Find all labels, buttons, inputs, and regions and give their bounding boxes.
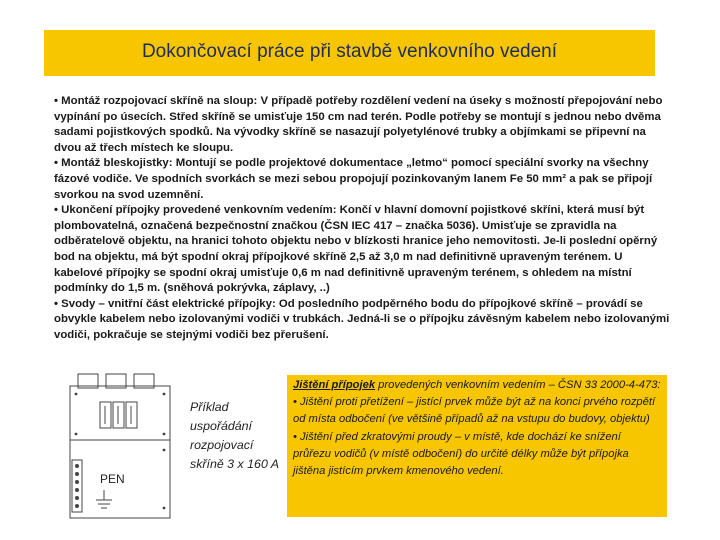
- example-line: rozpojovací: [190, 438, 254, 452]
- switchbox-diagram: [60, 370, 180, 520]
- example-caption: [190, 398, 279, 474]
- title-bar: [44, 30, 655, 76]
- note-bullet: • Jištění před zkratovými proudy – v místě, kde dochází ke snížení průřezu vodičů (v místě odbočení) do určité délky může být přípojka jištěna jistícím prvkem kmenového vedení.: [293, 430, 629, 478]
- protection-note: [287, 375, 667, 517]
- note-heading-line: [293, 377, 661, 394]
- paragraph: • Svody – vnitřní část elektrické přípojky: Od posledního podpěrného bodu do přípojkové skříně – provádí se obvykle kabelem nebo izolovanými vodiči v trubkách. Jedná-li se o přípojku závěsným kabelem nebo izolovanými vodiči, pokračuje se stejnými vodiči bez přerušení.: [54, 297, 670, 341]
- paragraph: • Montáž rozpojovací skříně na sloup: V případě potřeby rozdělení vedení na úseky s možností přepojování nebo vypínání po úsecích. Střed skříně se umisťuje 150 cm nad terén. Podle potřeby se montují s jednou nebo dvěma sadami pojistkových spodků. Na vývodky skříně se nasazují polyetylénové trubky a objímkami se připevní na dvou až třech místech ke sloupu.: [54, 95, 663, 154]
- example-line: uspořádání: [190, 419, 253, 433]
- example-line: skříně 3 x 160 A: [190, 457, 280, 471]
- pen-label: PEN: [100, 472, 125, 486]
- body-text: [54, 94, 674, 344]
- example-line: Příklad: [190, 400, 229, 414]
- paragraph: • Montáž bleskojistky: Montují se podle projektové dokumentace „letmo“ pomocí speciální svorky na všechny fázové vodiče. Ve spodních svorkách se mezi sebou propojují pozinkovaným lanem Fe 50 mm² a pak se připojí svorkou na svod uzemnění.: [54, 157, 653, 201]
- note-heading-rest: provedených venkovním vedením – ČSN 33 2000-4-473:: [375, 379, 661, 391]
- note-heading: Jištění přípojek: [293, 379, 376, 391]
- slide-title: Dokončovací práce při stavbě venkovního vedení: [141, 41, 558, 62]
- note-bullet: • Jištění proti přetížení – jistící prvek může být až na konci prvého rozpětí od místa odbočení (ve většině případů až na vstupu do budovy, objektu): [293, 396, 656, 426]
- paragraph: • Ukončení přípojky provedené venkovním vedením: Končí v hlavní domovní pojistkové skříni, která musí být plombovatelná, označená bezpečnostní značkou (ČSN IEC 417 – značka 5036). Umisťuje se zpravidla na odběratelově objektu, na hranici tohoto objektu nebo v blízkosti hranice jeho nemovitosti. Je-li poslední opěrný bod na objektu, má být spodní okraj přípojkové skříně 2,5 až 3,0 m nad definitivně upraveným terénem. U kabelové přípojky se spodní okraj umisťuje 0,6 m nad definitivně upraveným terénem, s ohledem na místní podmínky do 1,5 m. (sněhová pokrývka, záplavy, ..): [54, 204, 658, 295]
